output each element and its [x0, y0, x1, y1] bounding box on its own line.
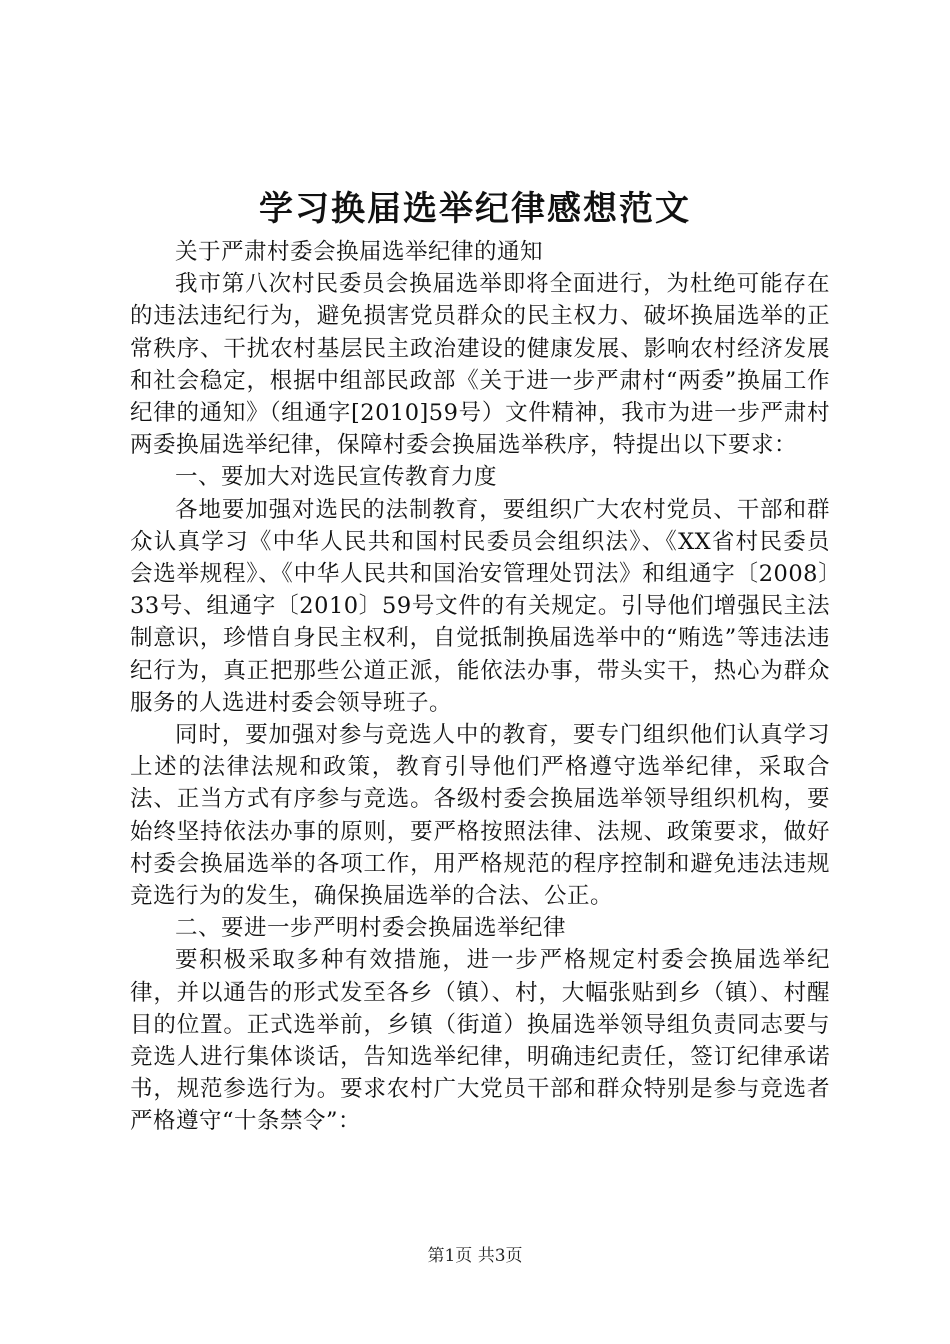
page-number-footer: 第1页 共3页: [427, 1246, 523, 1266]
paragraph-section-1a: 各地要加强对选民的法制教育，要组织广大农村党员、干部和群众认真学习《中华人民共和国村民委员会组织法》、《XX省村民委员会选举规程》、《中华人民共和国治安管理处罚法》和组通字〔2008〕33号、组通字〔2010〕59号文件的有关规定。引导他们增强民主法制意识，珍惜自身民主权利，自觉抵制换届选举中的“贿选”等违法违纪行为，真正把那些公道正派，能依法办事，带头实干，热心为群众服务的人选进村委会领导班子。: [130, 496, 830, 716]
section-heading-1: 一、要加大对选民宣传教育力度: [175, 464, 498, 491]
section-heading-2: 二、要进一步严明村委会换届选举纪律: [175, 915, 567, 942]
document-title: 学习换届选举纪律感想范文: [259, 189, 691, 229]
paragraph-intro: 我市第八次村民委员会换届选举即将全面进行，为杜绝可能存在的违法违纪行为，避免损害党员群众的民主权力、破坏换届选举的正常秩序、干扰农村基层民主政治建设的健康发展、影响农村经济发展和社会稳定，根据中组部民政部《关于进一步严肃村“两委”换届工作纪律的通知》（组通字[2010]59号）文件精神，我市为进一步严肃村两委换届选举纪律，保障村委会换届选举秩序，特提出以下要求：: [130, 271, 830, 459]
notice-heading: 关于严肃村委会换届选举纪律的通知: [175, 239, 544, 265]
paragraph-section-2a: 要积极采取多种有效措施，进一步严格规定村委会换届选举纪律，并以通告的形式发至各乡（镇）、村，大幅张贴到乡（镇）、村醒目的位置。正式选举前，乡镇（街道）换届选举领导组负责同志要与竞选人进行集体谈话，告知选举纪律，明确违纪责任，签订纪律承诺书，规范参选行为。要求农村广大党员干部和群众特别是参与竞选者严格遵守“十条禁令”：: [130, 947, 830, 1135]
paragraph-section-1b: 同时，要加强对参与竞选人中的教育，要专门组织他们认真学习上述的法律法规和政策，教育引导他们严格遵守选举纪律，采取合法、正当方式有序参与竞选。各级村委会换届选举领导组织机构，要始终坚持依法办事的原则，要严格按照法律、法规、政策要求，做好村委会换届选举的各项工作，用严格规范的程序控制和避免违法违规竞选行为的发生，确保换届选举的合法、公正。: [130, 722, 830, 910]
document-body: [130, 236, 830, 1138]
